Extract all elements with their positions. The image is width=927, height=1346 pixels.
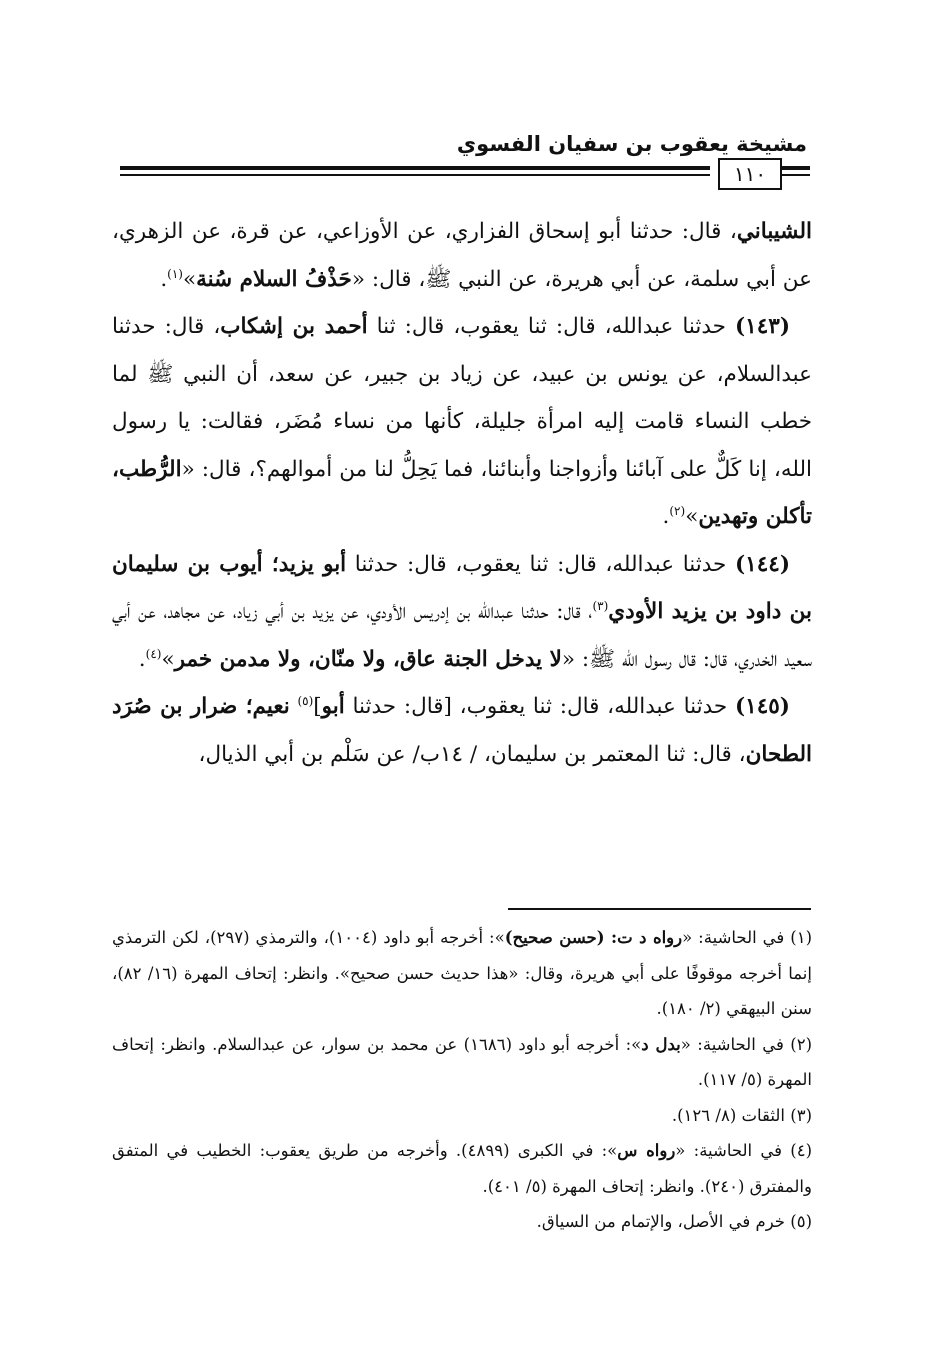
footnote-4 <box>112 1133 812 1204</box>
running-header-title: مشيخة يعقوب بن سفيان الفسوي <box>456 132 807 156</box>
text-span: »: في الكبرى (٤٨٩٩). وأخرجه من طريق يعقوب: الخطيب في المتفق والمفترق (٢٤٠). وانظر: إتحاف المهرة (٥/ ٤٠١). <box>112 1141 812 1196</box>
text-span: » <box>182 266 197 292</box>
narrator-name: أبو <box>321 694 345 719</box>
footnote-ref: (١) <box>167 266 183 281</box>
text-span: ] <box>313 694 322 719</box>
text-span: (٢) في الحاشية: « <box>680 1034 813 1054</box>
narrator-name: الشيباني <box>736 219 812 244</box>
text-span: » <box>161 646 175 672</box>
narrator-name: أحمد بن إشكاب <box>220 314 368 339</box>
hadith-144 <box>112 541 812 684</box>
text-span: (٥) خرم في الأصل، والإتمام من السياق. <box>536 1212 812 1231</box>
text-span: حدثنا عبدالله، قال: ثنا يعقوب، قال: ثنا <box>367 314 735 339</box>
text-span: . <box>160 266 168 292</box>
text-span: . <box>662 504 670 529</box>
footnote-separator <box>508 908 811 910</box>
text-span-bold: رواه د ت: (حسن صحيح) <box>504 928 683 947</box>
narrator-name: أبو يزيد؛ أيوب بن سليمان بن داود بن يزيد الأودي <box>112 551 812 624</box>
header-rule-thin <box>120 174 710 176</box>
text-span-bold: رواه س <box>617 1141 676 1160</box>
hadith-number: (١٤٣) <box>734 314 791 339</box>
page-number-rule <box>782 166 810 170</box>
hadith-matn: لا يدخل الجنة عاق، ولا منّان، ولا مدمن خمر <box>174 646 562 672</box>
footnote-ref: (٢) <box>669 503 686 518</box>
footnote-ref: (٥) <box>297 693 314 708</box>
text-span: حدثنا عبدالله، قال: ثنا يعقوب، قال: حدثنا <box>346 551 735 577</box>
header-rule <box>120 166 710 170</box>
text-span: »: أخرجه أبو داود (١٠٠٤)، والترمذي (٢٩٧)، لكن الترمذي إنما أخرجه موقوفًا على أبي هريرة، وقال: «هذا حديث حسن صحيح». وانظر: إتحاف المهرة (١٦/ ٨٢)، سنن البيهقي (٢/ ١٨٠). <box>112 928 812 1018</box>
footnote-3 <box>112 1098 812 1134</box>
text-span: »: أخرجه أبو داود (١٦٨٦) عن محمد بن سوار، عن عبدالسلام. وانظر: إتحاف المهرة (٥/ ١١٧). <box>112 1034 812 1089</box>
text-span: حدثنا عبدالله، قال: ثنا يعقوب، [قال: حدثنا <box>344 694 735 719</box>
hadith-matn: حَذْفُ السلام سُنة <box>196 266 352 292</box>
paragraph-continuation <box>112 208 812 303</box>
text-span: ، قال: حدثنا أبو إسحاق الفزاري، عن الأوزاعي، عن قرة، عن الزهري، عن أبي سلمة، عن أبي هريرة، عن النبي ﷺ، قال: « <box>112 219 812 292</box>
text-span: (٤) في الحاشية: « <box>675 1141 812 1160</box>
footnote-ref: (٣) <box>592 598 609 613</box>
hadith-145 <box>112 683 812 778</box>
footnote-ref: (٤) <box>145 646 162 661</box>
text-span: ، قال: ثنا المعتمر بن سليمان، / ١٤ب/ عن سَلْم بن أبي الذيال، <box>198 741 746 767</box>
text-span: (١) في الحاشية: « <box>682 928 813 947</box>
footnote-1 <box>112 920 812 1027</box>
text-span-bold: بدل د <box>641 1034 681 1054</box>
text-span: . <box>138 646 146 672</box>
narrator-name: نعيم؛ ضرار بن صُرَد الطحان <box>112 694 812 767</box>
footnotes <box>112 920 812 1240</box>
footnote-2 <box>112 1027 812 1098</box>
hadith-number: (١٤٤) <box>734 551 790 577</box>
main-text <box>112 208 812 778</box>
hadith-143 <box>112 303 812 541</box>
page-number: ١١٠ <box>718 158 782 190</box>
hadith-matn: الرُّطب، تأكلن وتهدين <box>112 456 812 529</box>
footnote-5 <box>112 1204 812 1240</box>
hadith-number: (١٤٥) <box>734 694 790 719</box>
text-span: » <box>685 504 699 529</box>
text-span: ، قال: حدثنا عبدالسلام، عن يونس بن عبيد، عن زياد بن جبير، عن سعد، أن النبي ﷺ لما خطب النساء قامت إليه امرأة جليلة، كأنها من نساء مُضَر، فقالت: يا رسول الله، إنا كَلٌّ على آبائنا وأزواجنا وأبنائنا، فما يَحِلُّ لنا من أموالهم؟، قال: « <box>112 314 812 482</box>
text-span: ، قال: حدثنا عبدالله بن إدريس الأودي، عن يزيد بن أبي زياد، عن مجاهد، عن أبي سعيد الخدري، قال: قال رسول الله ﷺ: « <box>112 599 812 672</box>
page-number-rule-thin <box>782 174 810 176</box>
text-span: (٣) الثقات (٨/ ١٢٦). <box>671 1105 812 1125</box>
